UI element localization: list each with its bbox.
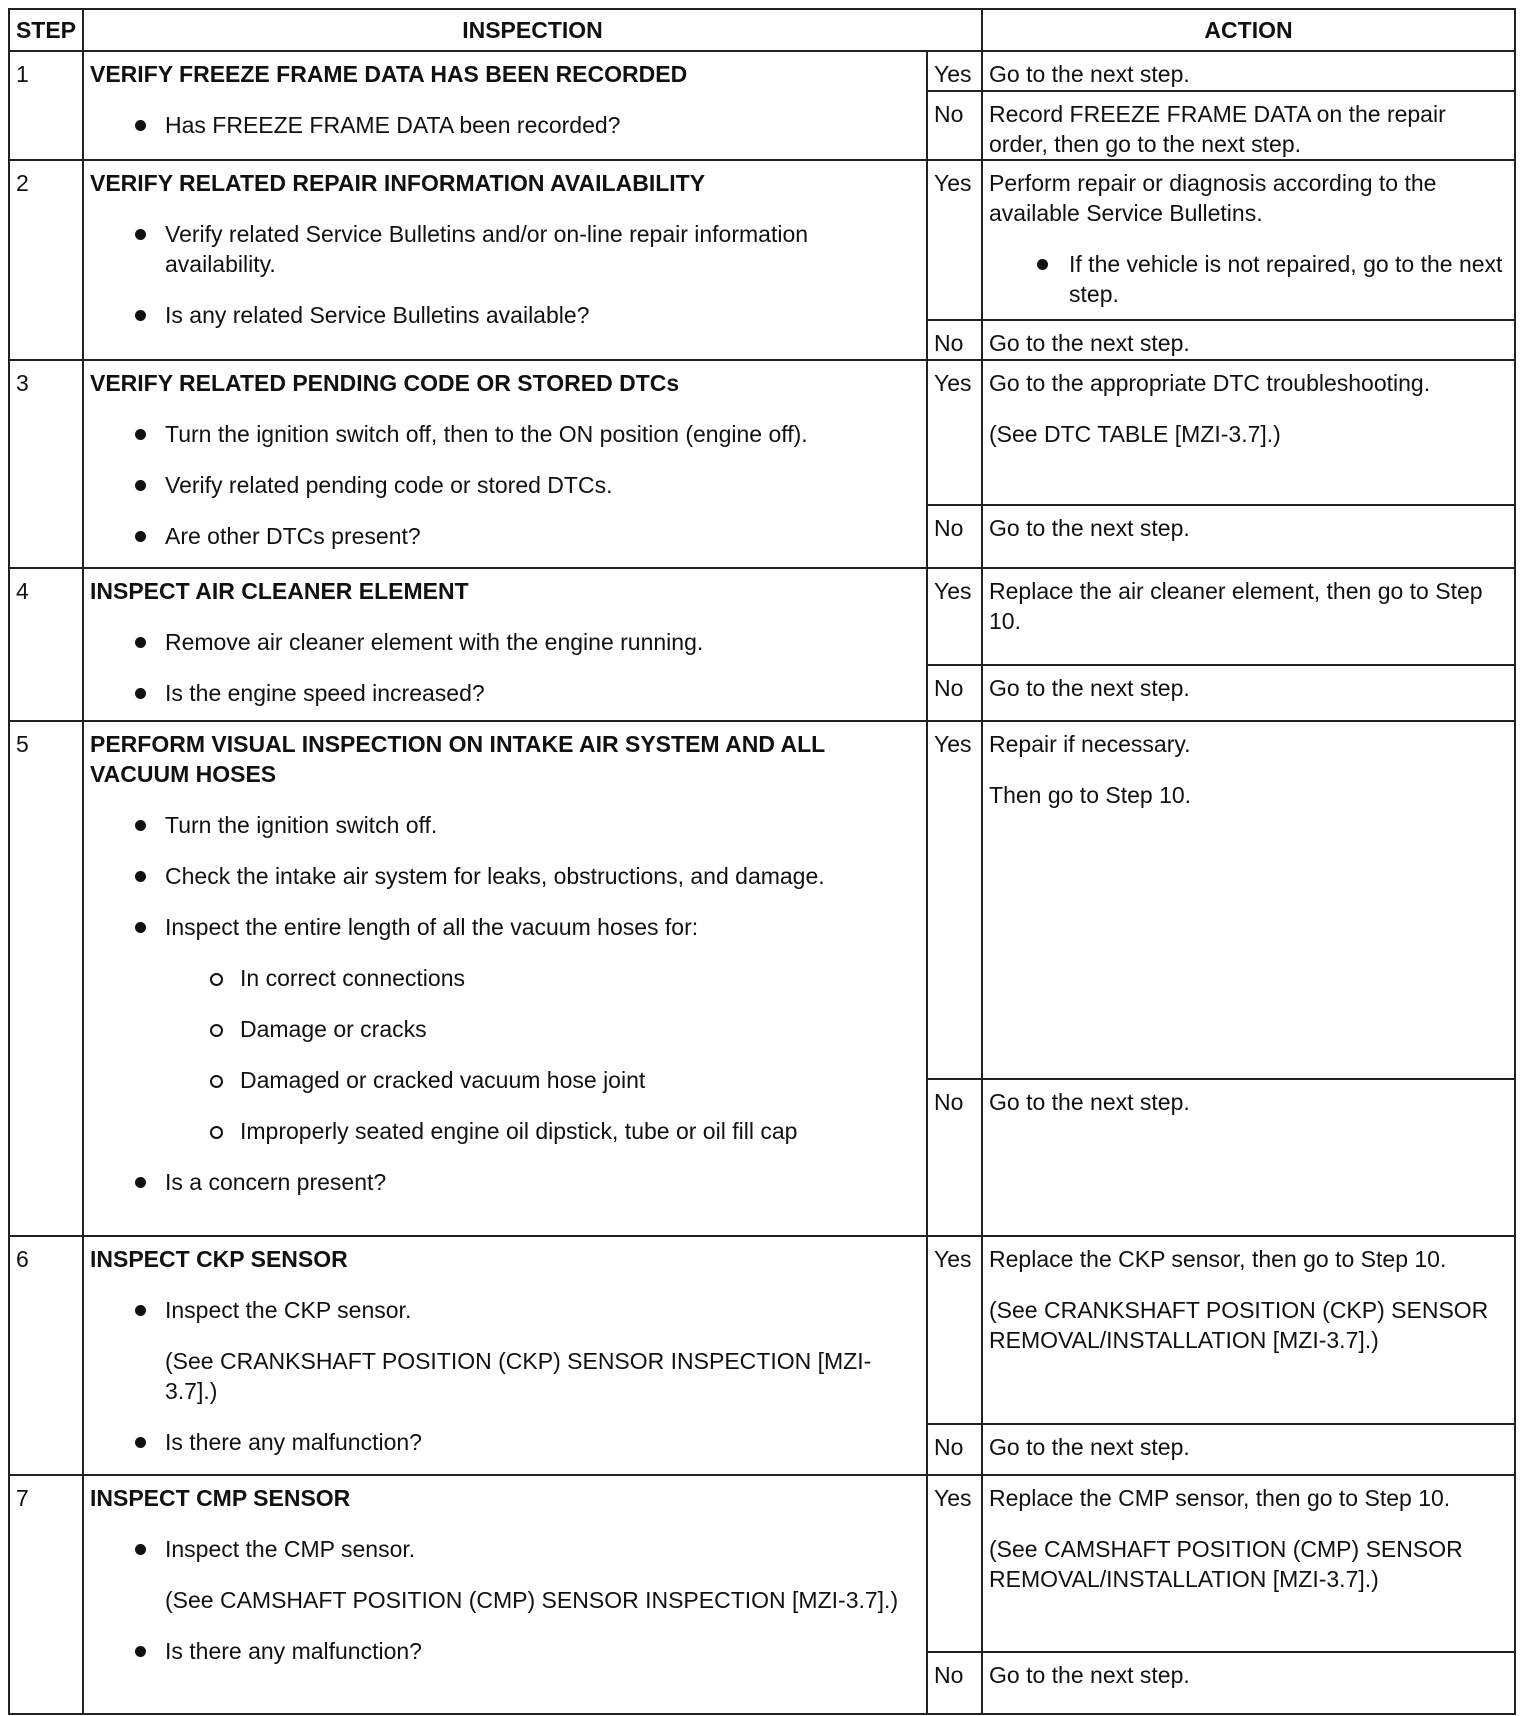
yes-action-cell	[982, 1475, 1515, 1652]
inspection-bullet: Is any related Service Bulletins available?	[90, 300, 920, 330]
inspection-reference: (See CRANKSHAFT POSITION (CKP) SENSOR INSPECTION [MZI-3.7].)	[165, 1348, 872, 1404]
step-number: 3	[9, 360, 83, 568]
yes-label: Yes	[927, 160, 982, 320]
no-action: Go to the next step.	[989, 1089, 1190, 1115]
no-action: Go to the next step.	[989, 330, 1190, 356]
step-number: 6	[9, 1236, 83, 1475]
inspection-bullet: Turn the ignition switch off.	[90, 810, 920, 840]
step-title: INSPECT AIR CLEANER ELEMENT	[90, 578, 469, 604]
no-label: No	[927, 1079, 982, 1236]
no-action-cell	[982, 505, 1515, 568]
no-action-cell	[982, 1424, 1515, 1475]
step-title: VERIFY FREEZE FRAME DATA HAS BEEN RECORDED	[90, 61, 688, 87]
table-row	[9, 160, 1515, 320]
yes-action-reference: Then go to Step 10.	[989, 782, 1192, 808]
inspection-bullet: Is there any malfunction?	[90, 1427, 920, 1457]
inspection-bullet: Inspect the CKP sensor.	[90, 1295, 920, 1325]
header-step: STEP	[9, 9, 83, 51]
header-action: ACTION	[982, 9, 1515, 51]
step-number: 2	[9, 160, 83, 360]
yes-action-reference: (See CRANKSHAFT POSITION (CKP) SENSOR REMOVAL/INSTALLATION [MZI-3.7].)	[989, 1297, 1489, 1353]
table-row	[9, 1475, 1515, 1652]
inspection-sub-bullet: Improperly seated engine oil dipstick, tube or oil fill cap	[90, 1116, 920, 1146]
inspection-cell	[83, 1475, 927, 1714]
step-title: VERIFY RELATED PENDING CODE OR STORED DTCs	[90, 370, 680, 396]
yes-action: Go to the next step.	[989, 61, 1190, 87]
no-label: No	[927, 320, 982, 360]
no-action: Record FREEZE FRAME DATA on the repair order, then go to the next step.	[989, 101, 1446, 157]
inspection-cell	[83, 1236, 927, 1475]
yes-action-cell	[982, 568, 1515, 665]
step-title: VERIFY RELATED REPAIR INFORMATION AVAILABILITY	[90, 170, 706, 196]
step-title: PERFORM VISUAL INSPECTION ON INTAKE AIR SYSTEM AND ALL VACUUM HOSES	[90, 731, 825, 787]
no-action-cell	[982, 665, 1515, 721]
inspection-bullet: Verify related pending code or stored DTCs.	[90, 470, 920, 500]
step-title: INSPECT CMP SENSOR	[90, 1485, 351, 1511]
no-action-cell	[982, 320, 1515, 360]
yes-label: Yes	[927, 568, 982, 665]
inspection-sub-bullet: In correct connections	[90, 963, 920, 993]
yes-action: Perform repair or diagnosis according to the available Service Bulletins.	[989, 170, 1437, 226]
yes-action: Replace the CKP sensor, then go to Step 10.	[989, 1246, 1447, 1272]
inspection-bullet: Is there any malfunction?	[90, 1636, 920, 1666]
inspection-bullet: Is a concern present?	[90, 1167, 920, 1197]
inspection-bullet: Check the intake air system for leaks, obstructions, and damage.	[90, 861, 920, 891]
table-row	[9, 568, 1515, 665]
inspection-cell	[83, 51, 927, 160]
table-header-row	[9, 9, 1515, 51]
inspection-bullet: Inspect the entire length of all the vacuum hoses for:	[90, 912, 920, 942]
yes-action-reference: (See DTC TABLE [MZI-3.7].)	[989, 421, 1281, 447]
inspection-bullet: Is the engine speed increased?	[90, 678, 920, 708]
inspection-bullet: Verify related Service Bulletins and/or on-line repair information availability.	[90, 219, 920, 279]
no-action: Go to the next step.	[989, 1662, 1190, 1688]
step-number: 1	[9, 51, 83, 160]
no-label: No	[927, 1424, 982, 1475]
inspection-cell	[83, 160, 927, 360]
inspection-cell	[83, 360, 927, 568]
inspection-bullet: Turn the ignition switch off, then to the ON position (engine off).	[90, 419, 920, 449]
yes-label: Yes	[927, 360, 982, 505]
inspection-bullet: Remove air cleaner element with the engine running.	[90, 627, 920, 657]
yes-label: Yes	[927, 1236, 982, 1424]
no-action: Go to the next step.	[989, 675, 1190, 701]
yes-action-cell	[982, 160, 1515, 320]
yes-action-cell	[982, 51, 1515, 91]
yes-action: Replace the air cleaner element, then go to Step 10.	[989, 578, 1483, 634]
no-label: No	[927, 665, 982, 721]
table-row	[9, 51, 1515, 91]
inspection-sub-bullet: Damage or cracks	[90, 1014, 920, 1044]
yes-label: Yes	[927, 721, 982, 1079]
inspection-sub-bullet: Damaged or cracked vacuum hose joint	[90, 1065, 920, 1095]
yes-action-cell	[982, 360, 1515, 505]
inspection-reference: (See CAMSHAFT POSITION (CMP) SENSOR INSPECTION [MZI-3.7].)	[165, 1587, 899, 1613]
inspection-bullet: Inspect the CMP sensor.	[90, 1534, 920, 1564]
table-row	[9, 360, 1515, 505]
inspection-bullet: Are other DTCs present?	[90, 521, 920, 551]
table-row	[9, 721, 1515, 1079]
yes-action: Repair if necessary.	[989, 731, 1191, 757]
step-title: INSPECT CKP SENSOR	[90, 1246, 348, 1272]
inspection-bullet: Has FREEZE FRAME DATA been recorded?	[90, 110, 920, 140]
yes-action-reference: (See CAMSHAFT POSITION (CMP) SENSOR REMOVAL/INSTALLATION [MZI-3.7].)	[989, 1536, 1463, 1592]
no-action: Go to the next step.	[989, 1434, 1190, 1460]
no-action: Go to the next step.	[989, 515, 1190, 541]
yes-label: Yes	[927, 1475, 982, 1652]
yes-label: Yes	[927, 51, 982, 91]
diagnostic-procedure-table	[8, 8, 1516, 1715]
no-action-cell	[982, 1079, 1515, 1236]
inspection-cell	[83, 721, 927, 1236]
header-inspection: INSPECTION	[83, 9, 982, 51]
yes-action-bullet: If the vehicle is not repaired, go to the next step.	[989, 249, 1508, 309]
no-label: No	[927, 91, 982, 160]
step-number: 4	[9, 568, 83, 721]
inspection-cell	[83, 568, 927, 721]
no-label: No	[927, 1652, 982, 1714]
step-number: 7	[9, 1475, 83, 1714]
no-label: No	[927, 505, 982, 568]
no-action-cell	[982, 91, 1515, 160]
yes-action-cell	[982, 721, 1515, 1079]
yes-action: Go to the appropriate DTC troubleshooting.	[989, 370, 1431, 396]
yes-action-cell	[982, 1236, 1515, 1424]
yes-action: Replace the CMP sensor, then go to Step 10.	[989, 1485, 1451, 1511]
no-action-cell	[982, 1652, 1515, 1714]
step-number: 5	[9, 721, 83, 1236]
table-row	[9, 1236, 1515, 1424]
